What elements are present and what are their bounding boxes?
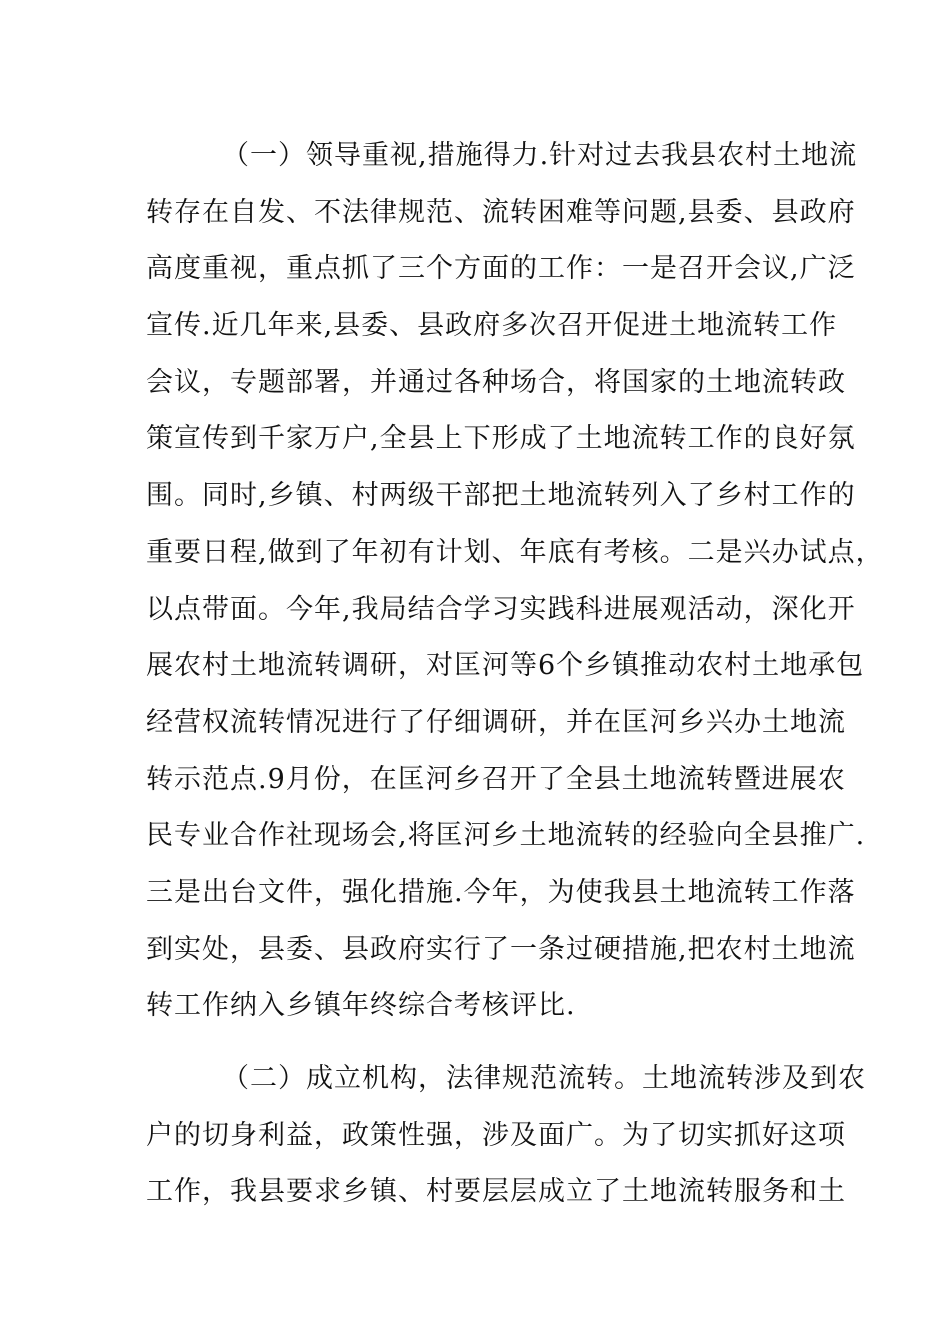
paragraph-line: 围。同时,乡镇、村两级干部把土地流转列入了乡村工作的 [146, 480, 856, 512]
paragraph-line: 以点带面。今年,我局结合学习实践科进展观活动，深化开 [146, 593, 856, 625]
paragraph-line: 高度重视，重点抓了三个方面的工作：一是召开会议,广泛 [146, 253, 856, 285]
document-body [146, 128, 884, 1221]
paragraph-line: 转示范点.9月份，在匡河乡召开了全县土地流转暨进展农 [146, 763, 846, 795]
paragraph-line: 会议，专题部署，并通过各种场合，将国家的土地流转政 [146, 366, 846, 398]
paragraph-line: 三是出台文件，强化措施.今年，为使我县土地流转工作落 [146, 876, 856, 908]
paragraph-line: 转工作纳入乡镇年终综合考核评比. [146, 990, 576, 1022]
paragraph-line: 户的切身利益，政策性强，涉及面广。为了切实抓好这项 [146, 1119, 846, 1151]
paragraph-line: （二）成立机构，法律规范流转。土地流转涉及到农 [222, 1063, 866, 1094]
paragraph-2 [146, 1051, 866, 1221]
paragraph-line: 策宣传到千家万户,全县上下形成了土地流转工作的良好氛 [146, 423, 856, 455]
paragraph-1 [146, 128, 884, 1035]
paragraph-line: 宣传.近几年来,县委、县政府多次召开促进土地流转工作 [146, 310, 838, 342]
paragraph-line: 工作，我县要求乡镇、村要层层成立了土地流转服务和土 [146, 1176, 846, 1208]
paragraph-line: 到实处，县委、县政府实行了一条过硬措施,把农村土地流 [146, 933, 856, 965]
paragraph-line: 转存在自发、不法律规范、流转困难等问题,县委、县政府 [146, 196, 856, 228]
paragraph-line: 重要日程,做到了年初有计划、年底有考核。二是兴办试点， [146, 536, 884, 568]
paragraph-line: 经营权流转情况进行了仔细调研，并在匡河乡兴办土地流 [146, 706, 846, 738]
paragraph-line: 展农村土地流转调研，对匡河等6个乡镇推动农村土地承包 [146, 650, 865, 682]
paragraph-line: 民专业合作社现场会,将匡河乡土地流转的经验向全县推广. [146, 820, 866, 852]
paragraph-line: （一）领导重视,措施得力.针对过去我县农村土地流 [222, 140, 858, 171]
paragraph-spacer [146, 1035, 826, 1051]
